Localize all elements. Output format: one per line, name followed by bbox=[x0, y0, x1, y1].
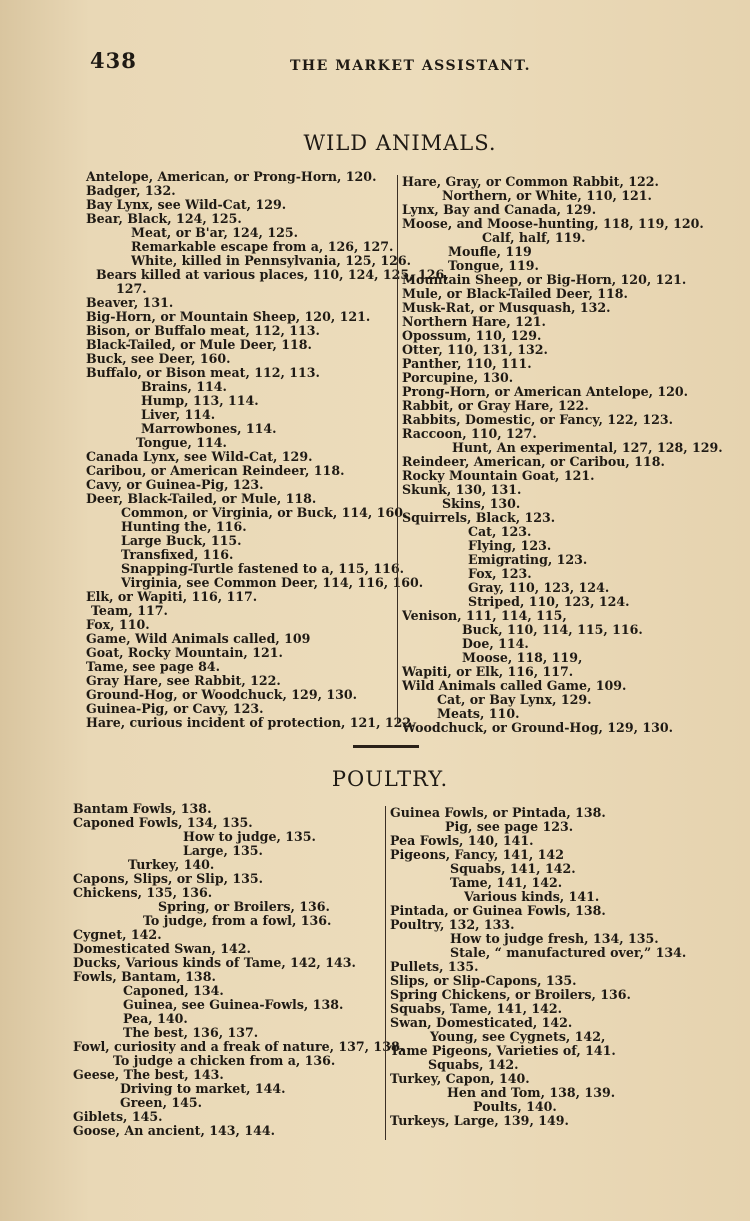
index-entry: Deer, Black-Tailed, or Mule, 118. bbox=[86, 491, 317, 506]
index-entry: Bear, Black, 124, 125. bbox=[86, 211, 242, 226]
index-entry: Spring, or Broilers, 136. bbox=[158, 899, 330, 914]
index-entry: Driving to market, 144. bbox=[120, 1081, 286, 1096]
index-entry: Chickens, 135, 136. bbox=[73, 885, 213, 900]
index-entry: Caribou, or American Reindeer, 118. bbox=[86, 463, 345, 478]
index-entry: Hare, curious incident of protection, 121, 122. bbox=[86, 715, 416, 730]
index-entry: Hare, Gray, or Common Rabbit, 122. bbox=[402, 174, 659, 189]
index-entry: Marrowbones, 114. bbox=[141, 421, 277, 436]
index-entry: Buck, 110, 114, 115, 116. bbox=[462, 622, 643, 637]
index-entry: Ducks, Various kinds of Tame, 142, 143. bbox=[73, 955, 356, 970]
index-entry: Striped, 110, 123, 124. bbox=[468, 594, 630, 609]
index-entry: Snapping-Turtle fastened to a, 115, 116. bbox=[121, 561, 405, 576]
wild-animals-left-column bbox=[86, 170, 449, 730]
index-entry: Canada Lynx, see Wild-Cat, 129. bbox=[86, 449, 313, 464]
index-entry: Large Buck, 115. bbox=[121, 533, 242, 548]
index-entry: Tongue, 119. bbox=[448, 258, 539, 273]
index-entry: Musk-Rat, or Musquash, 132. bbox=[402, 300, 611, 315]
index-entry: Hunting the, 116. bbox=[121, 519, 247, 534]
index-entry: Turkeys, Large, 139, 149. bbox=[390, 1113, 569, 1128]
index-entry: Skunk, 130, 131. bbox=[402, 482, 522, 497]
index-entry: Caponed, 134. bbox=[123, 983, 224, 998]
index-entry: Game, Wild Animals called, 109 bbox=[86, 631, 311, 646]
index-entry: Brains, 114. bbox=[141, 379, 227, 394]
index-entry: Turkey, Capon, 140. bbox=[390, 1071, 530, 1086]
index-entry: Elk, or Wapiti, 116, 117. bbox=[86, 589, 258, 604]
index-entry: Bantam Fowls, 138. bbox=[73, 801, 212, 816]
index-entry: Fowl, curiosity and a freak of nature, 137, 138. bbox=[73, 1039, 405, 1054]
index-entry: Buffalo, or Bison meat, 112, 113. bbox=[86, 365, 320, 380]
index-entry: Fowls, Bantam, 138. bbox=[73, 969, 216, 984]
index-entry: Beaver, 131. bbox=[86, 295, 174, 310]
index-entry: Pig, see page 123. bbox=[445, 819, 574, 834]
section-title-poultry: POULTRY. bbox=[331, 767, 449, 791]
index-entry: Opossum, 110, 129. bbox=[402, 328, 542, 343]
index-entry: Porcupine, 130. bbox=[402, 370, 514, 385]
index-entry: Cat, 123. bbox=[468, 524, 532, 539]
index-entry: Young, see Cygnets, 142, bbox=[430, 1029, 606, 1044]
index-entry: To judge, from a fowl, 136. bbox=[143, 913, 332, 928]
index-entry: Woodchuck, or Ground-Hog, 129, 130. bbox=[402, 720, 674, 735]
index-entry: Tame, see page 84. bbox=[86, 659, 221, 674]
index-entry: Prong-Horn, or American Antelope, 120. bbox=[402, 384, 689, 399]
index-entry: Virginia, see Common Deer, 114, 116, 160. bbox=[121, 575, 424, 590]
index-entry: Caponed Fowls, 134, 135. bbox=[73, 815, 253, 830]
index-entry: Rabbit, or Gray Hare, 122. bbox=[402, 398, 589, 413]
page-number: 438 bbox=[90, 48, 137, 73]
index-entry: Moose, 118, 119, bbox=[462, 650, 583, 665]
index-entry: Otter, 110, 131, 132. bbox=[402, 342, 548, 357]
index-entry: Squirrels, Black, 123. bbox=[402, 510, 556, 525]
index-entry: Domesticated Swan, 142. bbox=[73, 941, 251, 956]
index-entry: Antelope, American, or Prong-Horn, 120. bbox=[86, 169, 377, 184]
index-entry: Flying, 123. bbox=[468, 538, 552, 553]
index-entry: Emigrating, 123. bbox=[468, 552, 588, 567]
index-entry: Goose, An ancient, 143, 144. bbox=[73, 1123, 275, 1138]
index-entry: Capons, Slips, or Slip, 135. bbox=[73, 871, 264, 886]
section-divider-rule bbox=[353, 745, 419, 748]
index-entry: Moose, and Moose-hunting, 118, 119, 120. bbox=[402, 216, 704, 231]
index-entry: Venison, 111, 114, 115, bbox=[402, 608, 567, 623]
index-entry: Gray Hare, see Rabbit, 122. bbox=[86, 673, 281, 688]
index-entry: Cat, or Bay Lynx, 129. bbox=[437, 692, 592, 707]
index-entry: Slips, or Slip-Capons, 135. bbox=[390, 973, 577, 988]
index-entry: To judge a chicken from a, 136. bbox=[113, 1053, 336, 1068]
index-entry: Guinea Fowls, or Pintada, 138. bbox=[390, 805, 606, 820]
index-entry: Reindeer, American, or Caribou, 118. bbox=[402, 454, 665, 469]
index-entry: Calf, half, 119. bbox=[482, 230, 586, 245]
index-entry: Common, or Virginia, or Buck, 114, 160. bbox=[121, 505, 408, 520]
index-entry: Squabs, Tame, 141, 142. bbox=[390, 1001, 563, 1016]
page-header bbox=[0, 44, 750, 84]
index-entry: Squabs, 141, 142. bbox=[450, 861, 576, 876]
running-title: THE MARKET ASSISTANT. bbox=[290, 58, 532, 74]
index-entry: Giblets, 145. bbox=[73, 1109, 163, 1124]
index-entry: Gray, 110, 123, 124. bbox=[468, 580, 610, 595]
index-entry: Ground-Hog, or Woodchuck, 129, 130. bbox=[86, 687, 358, 702]
index-entry: Green, 145. bbox=[120, 1095, 203, 1110]
index-entry: Black-Tailed, or Mule Deer, 118. bbox=[86, 337, 312, 352]
index-entry: Spring Chickens, or Broilers, 136. bbox=[390, 987, 631, 1002]
index-entry: Hunt, An experimental, 127, 128, 129. bbox=[452, 440, 723, 455]
index-entry: Lynx, Bay and Canada, 129. bbox=[402, 202, 597, 217]
index-entry: Meat, or B'ar, 124, 125. bbox=[131, 225, 298, 240]
index-entry: Doe, 114. bbox=[462, 636, 529, 651]
index-entry: Squabs, 142. bbox=[428, 1057, 519, 1072]
index-entry: Hump, 113, 114. bbox=[141, 393, 259, 408]
index-entry: Mule, or Black-Tailed Deer, 118. bbox=[402, 286, 628, 301]
index-entry: White, killed in Pennsylvania, 125, 126. bbox=[131, 253, 412, 268]
index-entry: How to judge fresh, 134, 135. bbox=[450, 931, 659, 946]
index-entry: Cavy, or Guinea-Pig, 123. bbox=[86, 477, 264, 492]
index-entry: Bears killed at various places, 110, 124, 125, 126, bbox=[96, 267, 449, 282]
index-entry: Northern, or White, 110, 121. bbox=[442, 188, 652, 203]
index-entry: Pigeons, Fancy, 141, 142 bbox=[390, 847, 564, 862]
index-entry: Mountain Sheep, or Big-Horn, 120, 121. bbox=[402, 272, 687, 287]
index-entry: Tongue, 114. bbox=[136, 435, 227, 450]
index-entry: Stale, “ manufactured over,” 134. bbox=[450, 945, 687, 960]
index-entry: Team, 117. bbox=[91, 603, 168, 618]
index-entry: Cygnet, 142. bbox=[73, 927, 162, 942]
index-entry: Liver, 114. bbox=[141, 407, 216, 422]
index-entry: Skins, 130. bbox=[442, 496, 521, 511]
index-entry: Wapiti, or Elk, 116, 117. bbox=[402, 664, 574, 679]
index-entry: Moufle, 119 bbox=[448, 244, 532, 259]
index-entry: Bison, or Buffalo meat, 112, 113. bbox=[86, 323, 320, 338]
index-entry: Turkey, 140. bbox=[128, 857, 215, 872]
index-entry: Poults, 140. bbox=[473, 1099, 557, 1114]
index-entry: Geese, The best, 143. bbox=[73, 1067, 224, 1082]
index-entry: Big-Horn, or Mountain Sheep, 120, 121. bbox=[86, 309, 371, 324]
index-entry: The best, 136, 137. bbox=[123, 1025, 259, 1040]
index-entry: Transfixed, 116. bbox=[121, 547, 234, 562]
index-entry: Large, 135. bbox=[183, 843, 263, 858]
index-entry: How to judge, 135. bbox=[183, 829, 316, 844]
index-entry: Swan, Domesticated, 142. bbox=[390, 1015, 573, 1030]
index-entry: Fox, 110. bbox=[86, 617, 150, 632]
index-entry: Hen and Tom, 138, 139. bbox=[447, 1085, 616, 1100]
index-entry: Northern Hare, 121. bbox=[402, 314, 546, 329]
index-entry: Various kinds, 141. bbox=[464, 889, 600, 904]
index-entry: Guinea-Pig, or Cavy, 123. bbox=[86, 701, 264, 716]
index-entry: Tame, 141, 142. bbox=[450, 875, 563, 890]
index-entry: Guinea, see Guinea-Fowls, 138. bbox=[123, 997, 344, 1012]
column-divider bbox=[385, 806, 386, 1140]
index-entry: Pintada, or Guinea Fowls, 138. bbox=[390, 903, 606, 918]
index-entry: Wild Animals called Game, 109. bbox=[402, 678, 627, 693]
section-title-wild-animals: WILD ANIMALS. bbox=[303, 131, 497, 155]
index-entry: Goat, Rocky Mountain, 121. bbox=[86, 645, 283, 660]
column-divider bbox=[397, 175, 398, 723]
poultry-right-column bbox=[390, 806, 686, 1128]
index-entry: Tame Pigeons, Varieties of, 141. bbox=[390, 1043, 616, 1058]
index-entry: Pea Fowls, 140, 141. bbox=[390, 833, 534, 848]
index-entry: Fox, 123. bbox=[468, 566, 532, 581]
index-entry: Remarkable escape from a, 126, 127. bbox=[131, 239, 394, 254]
poultry-left-column bbox=[73, 802, 404, 1138]
index-entry: Bay Lynx, see Wild-Cat, 129. bbox=[86, 197, 287, 212]
index-entry: Poultry, 132, 133. bbox=[390, 917, 515, 932]
index-entry: Pullets, 135. bbox=[390, 959, 479, 974]
index-entry: Pea, 140. bbox=[123, 1011, 188, 1026]
wild-animals-right-column bbox=[402, 175, 723, 735]
index-entry: Badger, 132. bbox=[86, 183, 176, 198]
index-entry: Rabbits, Domestic, or Fancy, 122, 123. bbox=[402, 412, 674, 427]
index-entry: Rocky Mountain Goat, 121. bbox=[402, 468, 595, 483]
index-entry: 127. bbox=[116, 281, 147, 296]
index-entry: Raccoon, 110, 127. bbox=[402, 426, 537, 441]
index-entry: Panther, 110, 111. bbox=[402, 356, 532, 371]
index-entry: Meats, 110. bbox=[437, 706, 520, 721]
index-entry: Buck, see Deer, 160. bbox=[86, 351, 231, 366]
